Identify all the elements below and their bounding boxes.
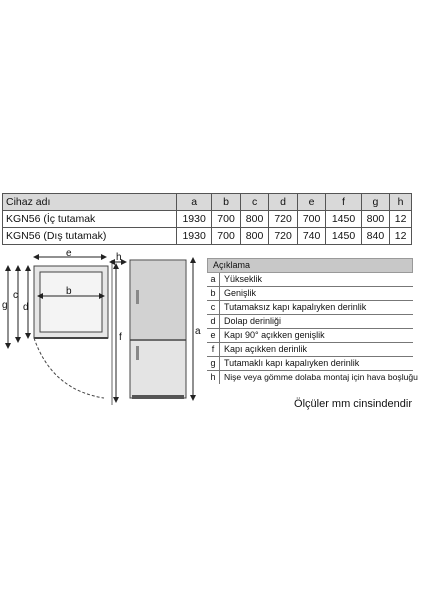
table-header-row <box>3 194 412 211</box>
table-cell: 800 <box>361 211 390 228</box>
legend-row <box>207 343 413 357</box>
table-cell: KGN56 (Dış tutamak) <box>3 228 177 245</box>
table-cell: 700 <box>212 211 241 228</box>
legend-row <box>207 371 418 384</box>
legend-text: Nişe veya gömme dolaba montaj için hava boşluğu <box>224 372 418 382</box>
top-view <box>34 260 112 405</box>
table-cell: KGN56 (İç tutamak <box>3 211 177 228</box>
dim-label-h: h <box>116 252 122 263</box>
dim-label-e: e <box>66 250 72 259</box>
dim-label-b: b <box>66 286 72 297</box>
legend-text: Kapı açıkken derinlik <box>224 344 308 354</box>
header-cell: d <box>269 194 298 211</box>
legend-text: Genişlik <box>224 288 257 298</box>
table-cell: 800 <box>240 228 269 245</box>
fridge-dimension-drawing <box>0 250 205 410</box>
legend-row <box>207 287 413 301</box>
header-cell: c <box>240 194 269 211</box>
legend-text: Tutamaksız kapı kapalıyken derinlik <box>224 302 367 312</box>
header-cell: g <box>361 194 390 211</box>
legend-key: b <box>207 287 220 300</box>
dim-label-d: d <box>23 302 29 313</box>
front-view <box>130 260 186 399</box>
legend-text: Tutamaklı kapı kapalıyken derinlik <box>224 358 360 368</box>
table-row <box>3 211 412 228</box>
table-cell: 800 <box>240 211 269 228</box>
legend-row <box>207 301 413 315</box>
dim-label-g: g <box>2 300 8 311</box>
header-cell: a <box>177 194 212 211</box>
legend-text: Dolap derinliği <box>224 316 282 326</box>
dimension-table <box>2 193 412 245</box>
legend-key: d <box>207 315 220 328</box>
legend-row <box>207 273 413 287</box>
legend-key: a <box>207 273 220 286</box>
table-cell: 700 <box>297 211 326 228</box>
table-cell: 720 <box>269 228 298 245</box>
table-cell: 1450 <box>326 228 361 245</box>
table-cell: 740 <box>297 228 326 245</box>
table-cell: 12 <box>390 211 412 228</box>
header-cell: b <box>212 194 241 211</box>
dim-label-c: c <box>13 290 18 301</box>
table-cell: 1930 <box>177 211 212 228</box>
legend-table <box>207 258 418 384</box>
legend-text: Kapı 90° açıkken genişlik <box>224 330 325 340</box>
table-cell: 840 <box>361 228 390 245</box>
table-cell: 720 <box>269 211 298 228</box>
dim-label-a: a <box>195 326 201 337</box>
table-row <box>3 228 412 245</box>
table-cell: 700 <box>212 228 241 245</box>
units-footnote: Ölçüler mm cinsindendir <box>294 398 412 410</box>
legend-key: h <box>207 371 220 384</box>
legend-key: e <box>207 329 220 342</box>
header-cell: e <box>297 194 326 211</box>
table-cell: 1930 <box>177 228 212 245</box>
header-cell: h <box>390 194 412 211</box>
dim-label-f: f <box>119 332 122 343</box>
table-cell: 12 <box>390 228 412 245</box>
legend-row <box>207 357 413 371</box>
legend-key: g <box>207 357 220 370</box>
table-cell: 1450 <box>326 211 361 228</box>
header-cell: f <box>326 194 361 211</box>
legend-row <box>207 315 413 329</box>
header-cell: Cihaz adı <box>3 194 177 211</box>
legend-title: Açıklama <box>207 258 413 273</box>
legend-key: c <box>207 301 220 314</box>
legend-row <box>207 329 413 343</box>
legend-key: f <box>207 343 220 356</box>
legend-text: Yükseklik <box>224 274 263 284</box>
